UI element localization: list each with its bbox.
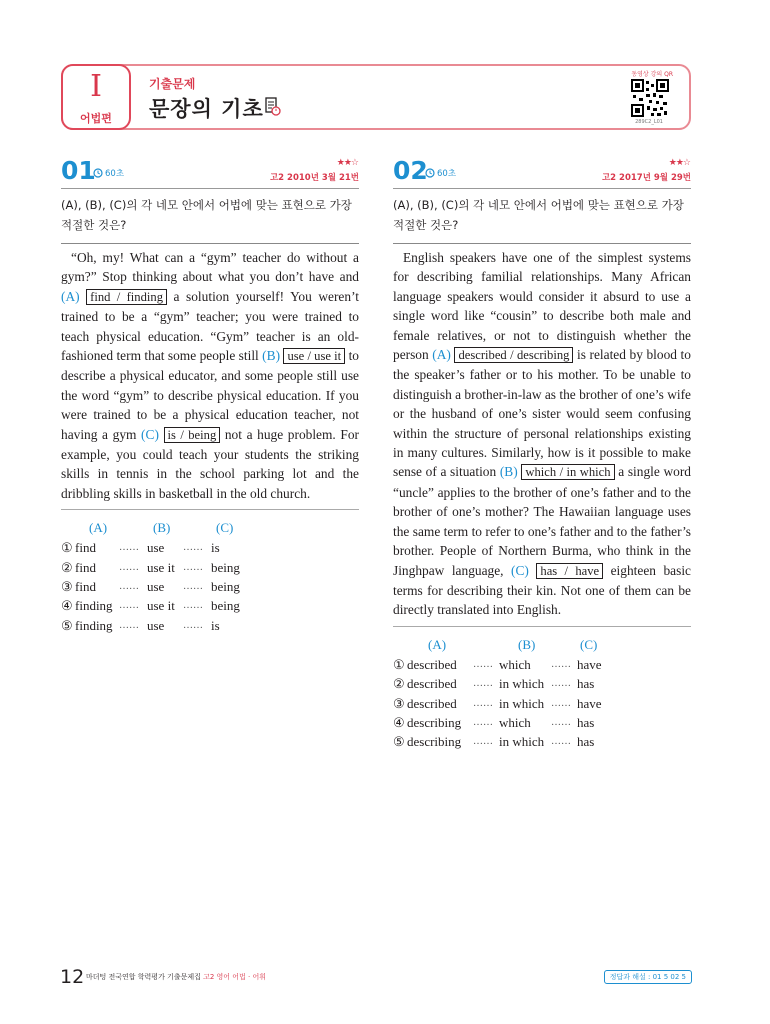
choice-number: ③ [393, 695, 405, 711]
column-header-c: (C) [216, 520, 234, 536]
qr-code-icon[interactable] [631, 79, 669, 117]
choice-box-c: is / being [164, 427, 221, 443]
prompt-line: 적절한 것은? [61, 218, 127, 232]
choice-number: ② [393, 676, 405, 692]
answer-choice[interactable]: ① described …… which …… have [393, 655, 691, 674]
choice-b: in which [499, 734, 545, 750]
choice-a: describing [407, 714, 462, 730]
question-number: 01 [61, 156, 96, 185]
choice-number: ⑤ [61, 617, 73, 633]
choice-b: use it [147, 559, 175, 575]
choice-b: use [147, 617, 165, 633]
choice-number: ⑤ [393, 734, 405, 750]
passage-text: to describe a physical educator, and some people still use the word “gym” to describe physical education. If you were trained to be a physical education teacher, not having a gym [61, 348, 359, 442]
question-header [61, 158, 359, 189]
passage-text: is related by blood to the speaker’s father or to his mother. To be unable to distinguish a brother-in-law as the brother of one’s wife or the husband of one’s sister would seem confusing within the structure of personal relationships existing in many cultures. Similarly, how is it possible to make sense of a situation [393, 347, 691, 480]
answer-choice[interactable]: ② find …… use it …… being [61, 558, 359, 577]
choice-c: have [577, 656, 602, 672]
passage-text: “Oh, my! What can a “gym” teacher do without a gym?” Stop thinking about what you don’t have and [61, 250, 359, 285]
answer-reference-badge[interactable]: 정답과 해설 : 01 5 02 5 [604, 970, 692, 984]
choice-a: find [75, 540, 96, 556]
column-header-c: (C) [580, 636, 598, 652]
passage-text: a single word “uncle” applies to the brother of one’s father and to the brother of one’s mother? The Hawaiian language uses the same term to refer to one’s father and to the father’s brother. People of Northern Burma, who think in the Jinghpaw language, [393, 464, 691, 578]
column-header-a: (A) [89, 520, 108, 536]
choice-b: use [147, 540, 165, 556]
answer-choice[interactable]: ② described …… in which …… has [393, 674, 691, 693]
qr-code-label: 289C2_L01 [635, 119, 663, 125]
answer-choice[interactable]: ⑤ describing …… in which …… has [393, 732, 691, 751]
choice-b: in which [499, 676, 545, 692]
choice-number: ① [61, 540, 73, 556]
choice-b: use it [147, 598, 175, 614]
choices-header [61, 518, 359, 538]
answer-choices [61, 518, 359, 635]
prompt-line: 적절한 것은? [393, 218, 459, 232]
choice-box-c: has / have [536, 563, 603, 579]
choice-c: being [211, 579, 240, 595]
passage-text: eighteen basic terms for describing their kin. Not one of them can be directly translated into English. [393, 562, 691, 618]
choices-header [393, 635, 691, 655]
answer-choice[interactable]: ④ describing …… which …… has [393, 713, 691, 732]
chapter-roman-numeral: I [90, 69, 102, 104]
choice-a: describing [407, 734, 462, 750]
passage-text: English speakers have one of the simplest systems for describing familial relationships. Many African language speakers would consider it absurd to use a single word like “cousin” to describe both male and female relatives, or not to distinguish whether the person [393, 250, 691, 363]
choice-a: find [75, 559, 96, 575]
question-number: 02 [393, 156, 428, 185]
answer-choices [393, 635, 691, 752]
answer-choice[interactable]: ⑤ finding …… use …… is [61, 616, 359, 635]
passage-text: not a huge problem. For example, you could teach your students the striking skills in tennis in the school parking lot and the dribbling skills in basketball in the old church. [61, 426, 359, 501]
choice-b: in which [499, 695, 545, 711]
clock-icon [425, 168, 435, 178]
answer-choice[interactable]: ③ described …… in which …… have [393, 694, 691, 713]
clock-icon [93, 168, 103, 178]
choice-number: ④ [393, 714, 405, 730]
column-header-b: (B) [153, 520, 171, 536]
book-subject: 고2 영어 어법 · 어휘 [203, 973, 267, 981]
prompt-line: (A), (B), (C)의 각 네모 안에서 어법에 맞는 표현으로 가장 [61, 198, 352, 212]
question-prompt [393, 195, 691, 235]
question-source: 고2 2010년 3월 21번 [269, 173, 359, 183]
choice-a: finding [75, 598, 113, 614]
difficulty-stars: ★★☆ [336, 158, 358, 168]
time-limit: 60초 [105, 169, 125, 179]
choice-a: described [407, 695, 457, 711]
reading-passage [393, 243, 691, 627]
choice-number: ① [393, 656, 405, 672]
question-prompt [61, 195, 359, 235]
choice-number: ④ [61, 598, 73, 614]
blank-label-a: (A) [61, 288, 80, 304]
choice-box-a: described / describing [454, 347, 573, 363]
blank-label-c: (C) [141, 426, 159, 442]
reading-passage [61, 243, 359, 510]
choice-c: is [211, 617, 220, 633]
answer-choice[interactable]: ③ find …… use …… being [61, 577, 359, 596]
blank-label-b: (B) [499, 464, 518, 480]
choice-number: ② [61, 559, 73, 575]
choice-box-a: find / finding [86, 289, 167, 305]
chapter-title: 문장의 기초 [149, 97, 264, 121]
column-header-b: (B) [518, 636, 536, 652]
choice-number: ③ [61, 579, 73, 595]
chapter-header [61, 64, 691, 130]
choice-a: finding [75, 617, 113, 633]
page-number: 12 [60, 966, 85, 988]
choice-box-b: use / use it [283, 348, 345, 364]
choice-c: being [211, 598, 240, 614]
choice-a: described [407, 656, 457, 672]
question-02 [393, 158, 691, 752]
chapter-subtitle: 기출문제 [149, 77, 196, 91]
difficulty-stars: ★★☆ [668, 158, 690, 168]
choice-c: have [577, 695, 602, 711]
question-source: 고2 2017년 9월 29번 [601, 173, 691, 183]
answer-choice[interactable]: ④ finding …… use it …… being [61, 596, 359, 615]
time-limit: 60초 [437, 169, 457, 179]
footer-book-title [86, 972, 266, 982]
qr-label: 동영상 강의 QR [631, 71, 673, 78]
choice-c: has [577, 734, 595, 750]
choice-c: is [211, 540, 220, 556]
blank-label-b: (B) [262, 348, 281, 364]
choice-box-b: which / in which [521, 464, 614, 480]
choice-c: being [211, 559, 240, 575]
blank-label-c: (C) [511, 562, 529, 578]
choice-b: which [499, 656, 531, 672]
question-header [393, 158, 691, 189]
question-01 [61, 158, 359, 635]
book-title: 마더텅 전국연합 학력평가 기출문제집 [86, 973, 201, 981]
choice-a: described [407, 676, 457, 692]
answer-choice[interactable]: ① find …… use …… is [61, 538, 359, 557]
blank-label-a: (A) [432, 347, 451, 363]
column-header-a: (A) [428, 636, 447, 652]
choice-b: use [147, 579, 165, 595]
choice-c: has [577, 714, 595, 730]
prompt-line: (A), (B), (C)의 각 네모 안에서 어법에 맞는 표현으로 가장 [393, 198, 684, 212]
passage-text: a solution yourself! You weren’t trained to be a “gym” teacher; you were trained to teach physical education. “Gym” teacher is an old-fashioned term that some people still [61, 288, 360, 364]
worksheet-timer-icon [265, 97, 281, 117]
chapter-tab [61, 64, 131, 130]
choice-a: find [75, 579, 96, 595]
chapter-section-label: 어법편 [80, 112, 112, 125]
choice-c: has [577, 676, 595, 692]
choice-b: which [499, 714, 531, 730]
